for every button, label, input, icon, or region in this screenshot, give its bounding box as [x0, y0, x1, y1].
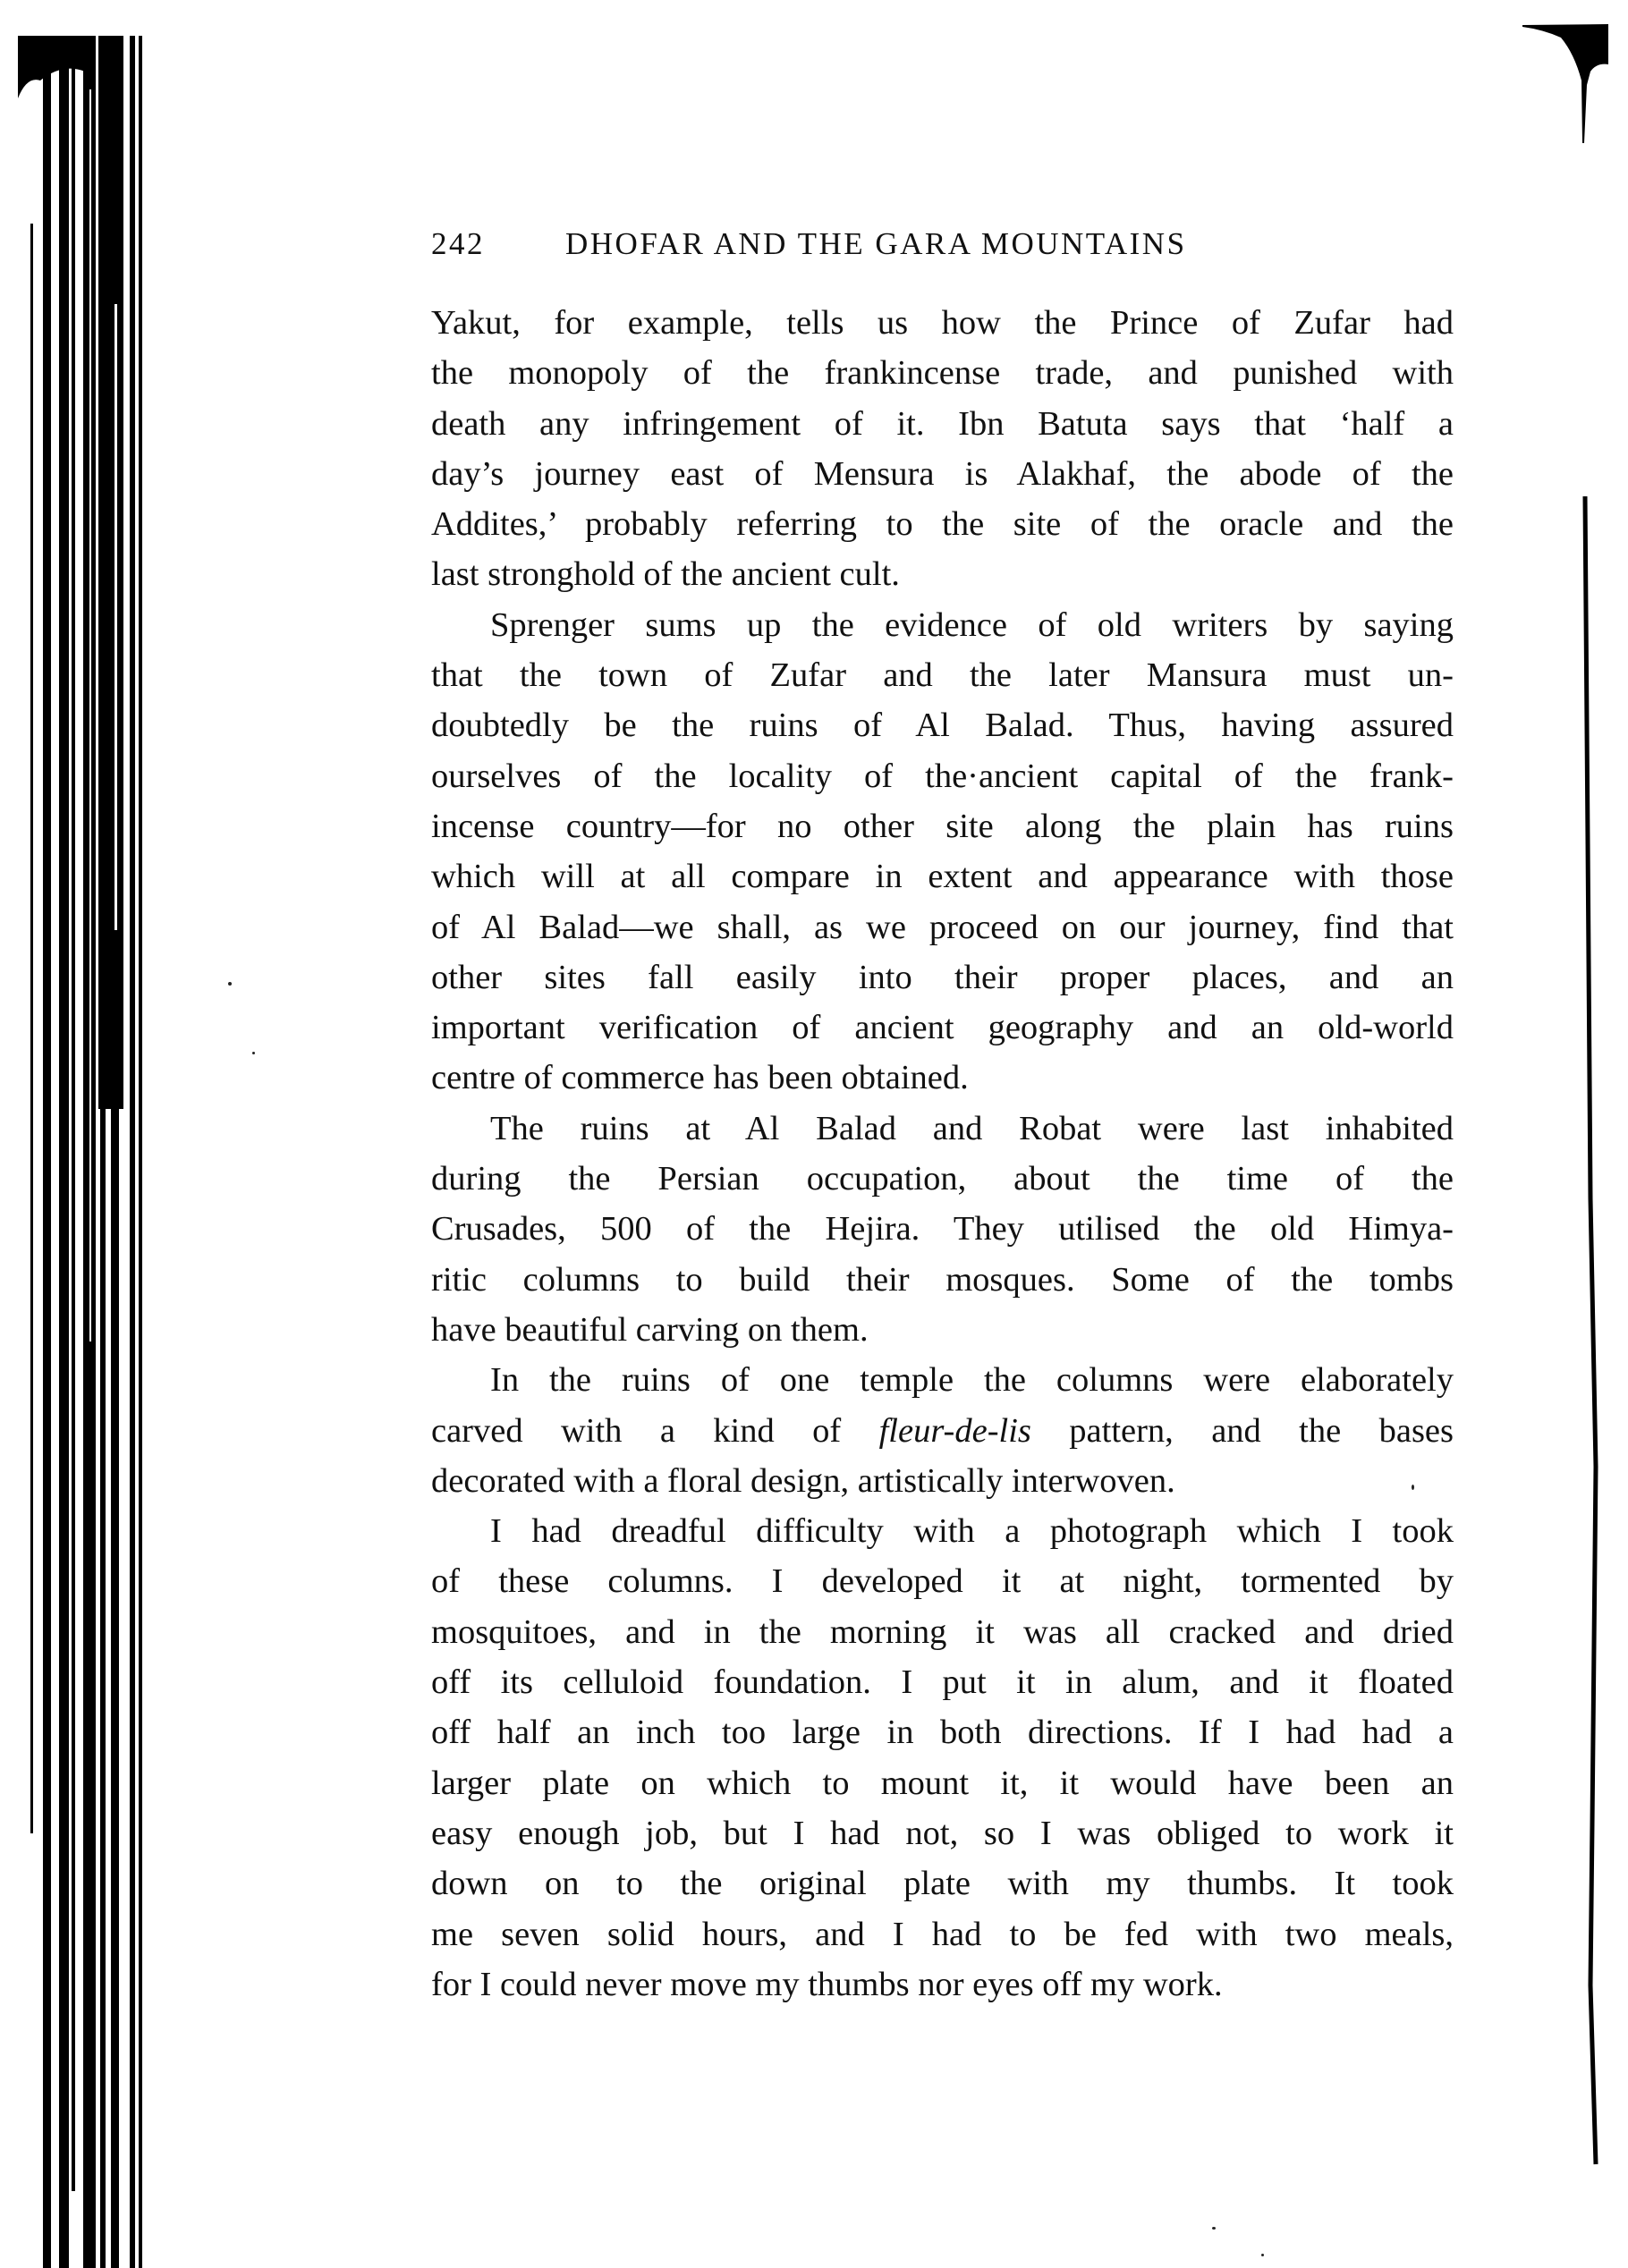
page-number: 242 [431, 226, 485, 261]
text-line: doubtedly be the ruins of Al Balad. Thus, having assured [431, 707, 1454, 745]
text-line: last stronghold of the ancient cult. [431, 555, 900, 594]
text-line: larger plate on which to mount it, it would have been an [431, 1764, 1454, 1802]
body-text [431, 298, 1454, 2010]
scan-speck [1212, 2227, 1216, 2230]
scan-speck [252, 1052, 255, 1054]
scan-speck [228, 982, 232, 986]
text-segment: carved with a kind of [431, 1411, 879, 1450]
scan-speck [1261, 2254, 1264, 2256]
text-line: important verification of ancient geography and an old-world [431, 1009, 1454, 1047]
text-line: off half an inch too large in both directions. If I had had a [431, 1714, 1454, 1752]
text-line: ritic columns to build their mosques. Some of the tombs [431, 1260, 1454, 1299]
text-line: Sprenger sums up the evidence of old writers by saying [490, 605, 1454, 644]
text-line: down on to the original plate with my thumbs. It took [431, 1865, 1454, 1903]
paragraph [431, 600, 1454, 1104]
text-line: of these columns. I developed it at night, tormented by [431, 1562, 1454, 1601]
paragraph [431, 1506, 1454, 2010]
italic-phrase: fleur-de-lis [878, 1411, 1031, 1450]
text-line-with-italic [431, 1406, 1454, 1456]
scan-speck [1412, 1485, 1414, 1490]
text-line: me seven solid hours, and I had to be fed with two meals, [431, 1915, 1454, 1953]
text-segment: pattern, and the bases [1030, 1411, 1454, 1450]
text-line: death any infringement of it. Ibn Batuta says that ‘half a [431, 404, 1454, 443]
text-line: mosquitoes, and in the morning it was all cracked and dried [431, 1612, 1454, 1651]
text-line: incense country—for no other site along the plain has ruins [431, 807, 1454, 845]
text-line: centre of commerce has been obtained. [431, 1059, 969, 1097]
text-line: that the town of Zufar and the later Mansura must un- [431, 656, 1454, 695]
paragraph [431, 1104, 1454, 1355]
text-line: decorated with a floral design, artistically interwoven. [431, 1461, 1175, 1500]
text-line: the monopoly of the frankincense trade, and punished with [431, 354, 1454, 393]
running-title: DHOFAR AND THE GARA MOUNTAINS [565, 226, 1187, 261]
running-head [431, 222, 1454, 267]
paragraph [431, 298, 1454, 600]
text-line: of Al Balad—we shall, as we proceed on our journey, find that [431, 908, 1454, 946]
text-line: Yakut, for example, tells us how the Prince of Zufar had [431, 304, 1454, 342]
text-line: other sites fall easily into their proper places, and an [431, 958, 1454, 996]
text-line: which will at all compare in extent and appearance with those [431, 858, 1454, 896]
text-line: easy enough job, but I had not, so I was obliged to work it [431, 1814, 1454, 1852]
text-line: have beautiful carving on them. [431, 1310, 869, 1349]
text-line: off its celluloid foundation. I put it in alum, and it floated [431, 1663, 1454, 1702]
page-corner-mark [1521, 0, 1628, 152]
text-line: The ruins at Al Balad and Robat were last inhabited [490, 1109, 1454, 1147]
text-line: day’s journey east of Mensura is Alakhaf, the abode of the [431, 454, 1454, 493]
text-line: Crusades, 500 of the Hejira. They utilised the old Himya- [431, 1210, 1454, 1248]
book-binding-shadow [0, 36, 152, 2268]
text-line: during the Persian occupation, about the time of the [431, 1160, 1454, 1198]
text-line: In the ruins of one temple the columns were elaborately [490, 1361, 1454, 1400]
text-line: Addites,’ probably referring to the site of the oracle and the [431, 505, 1454, 544]
text-line: for I could never move my thumbs nor eyes off my work. [431, 1965, 1223, 2003]
text-line: ourselves of the locality of the·ancient capital of the frank- [431, 757, 1454, 795]
text-line: I had dreadful difficulty with a photograph which I took [490, 1512, 1454, 1551]
paragraph [431, 1355, 1454, 1506]
page-edge-line [1556, 483, 1628, 2236]
